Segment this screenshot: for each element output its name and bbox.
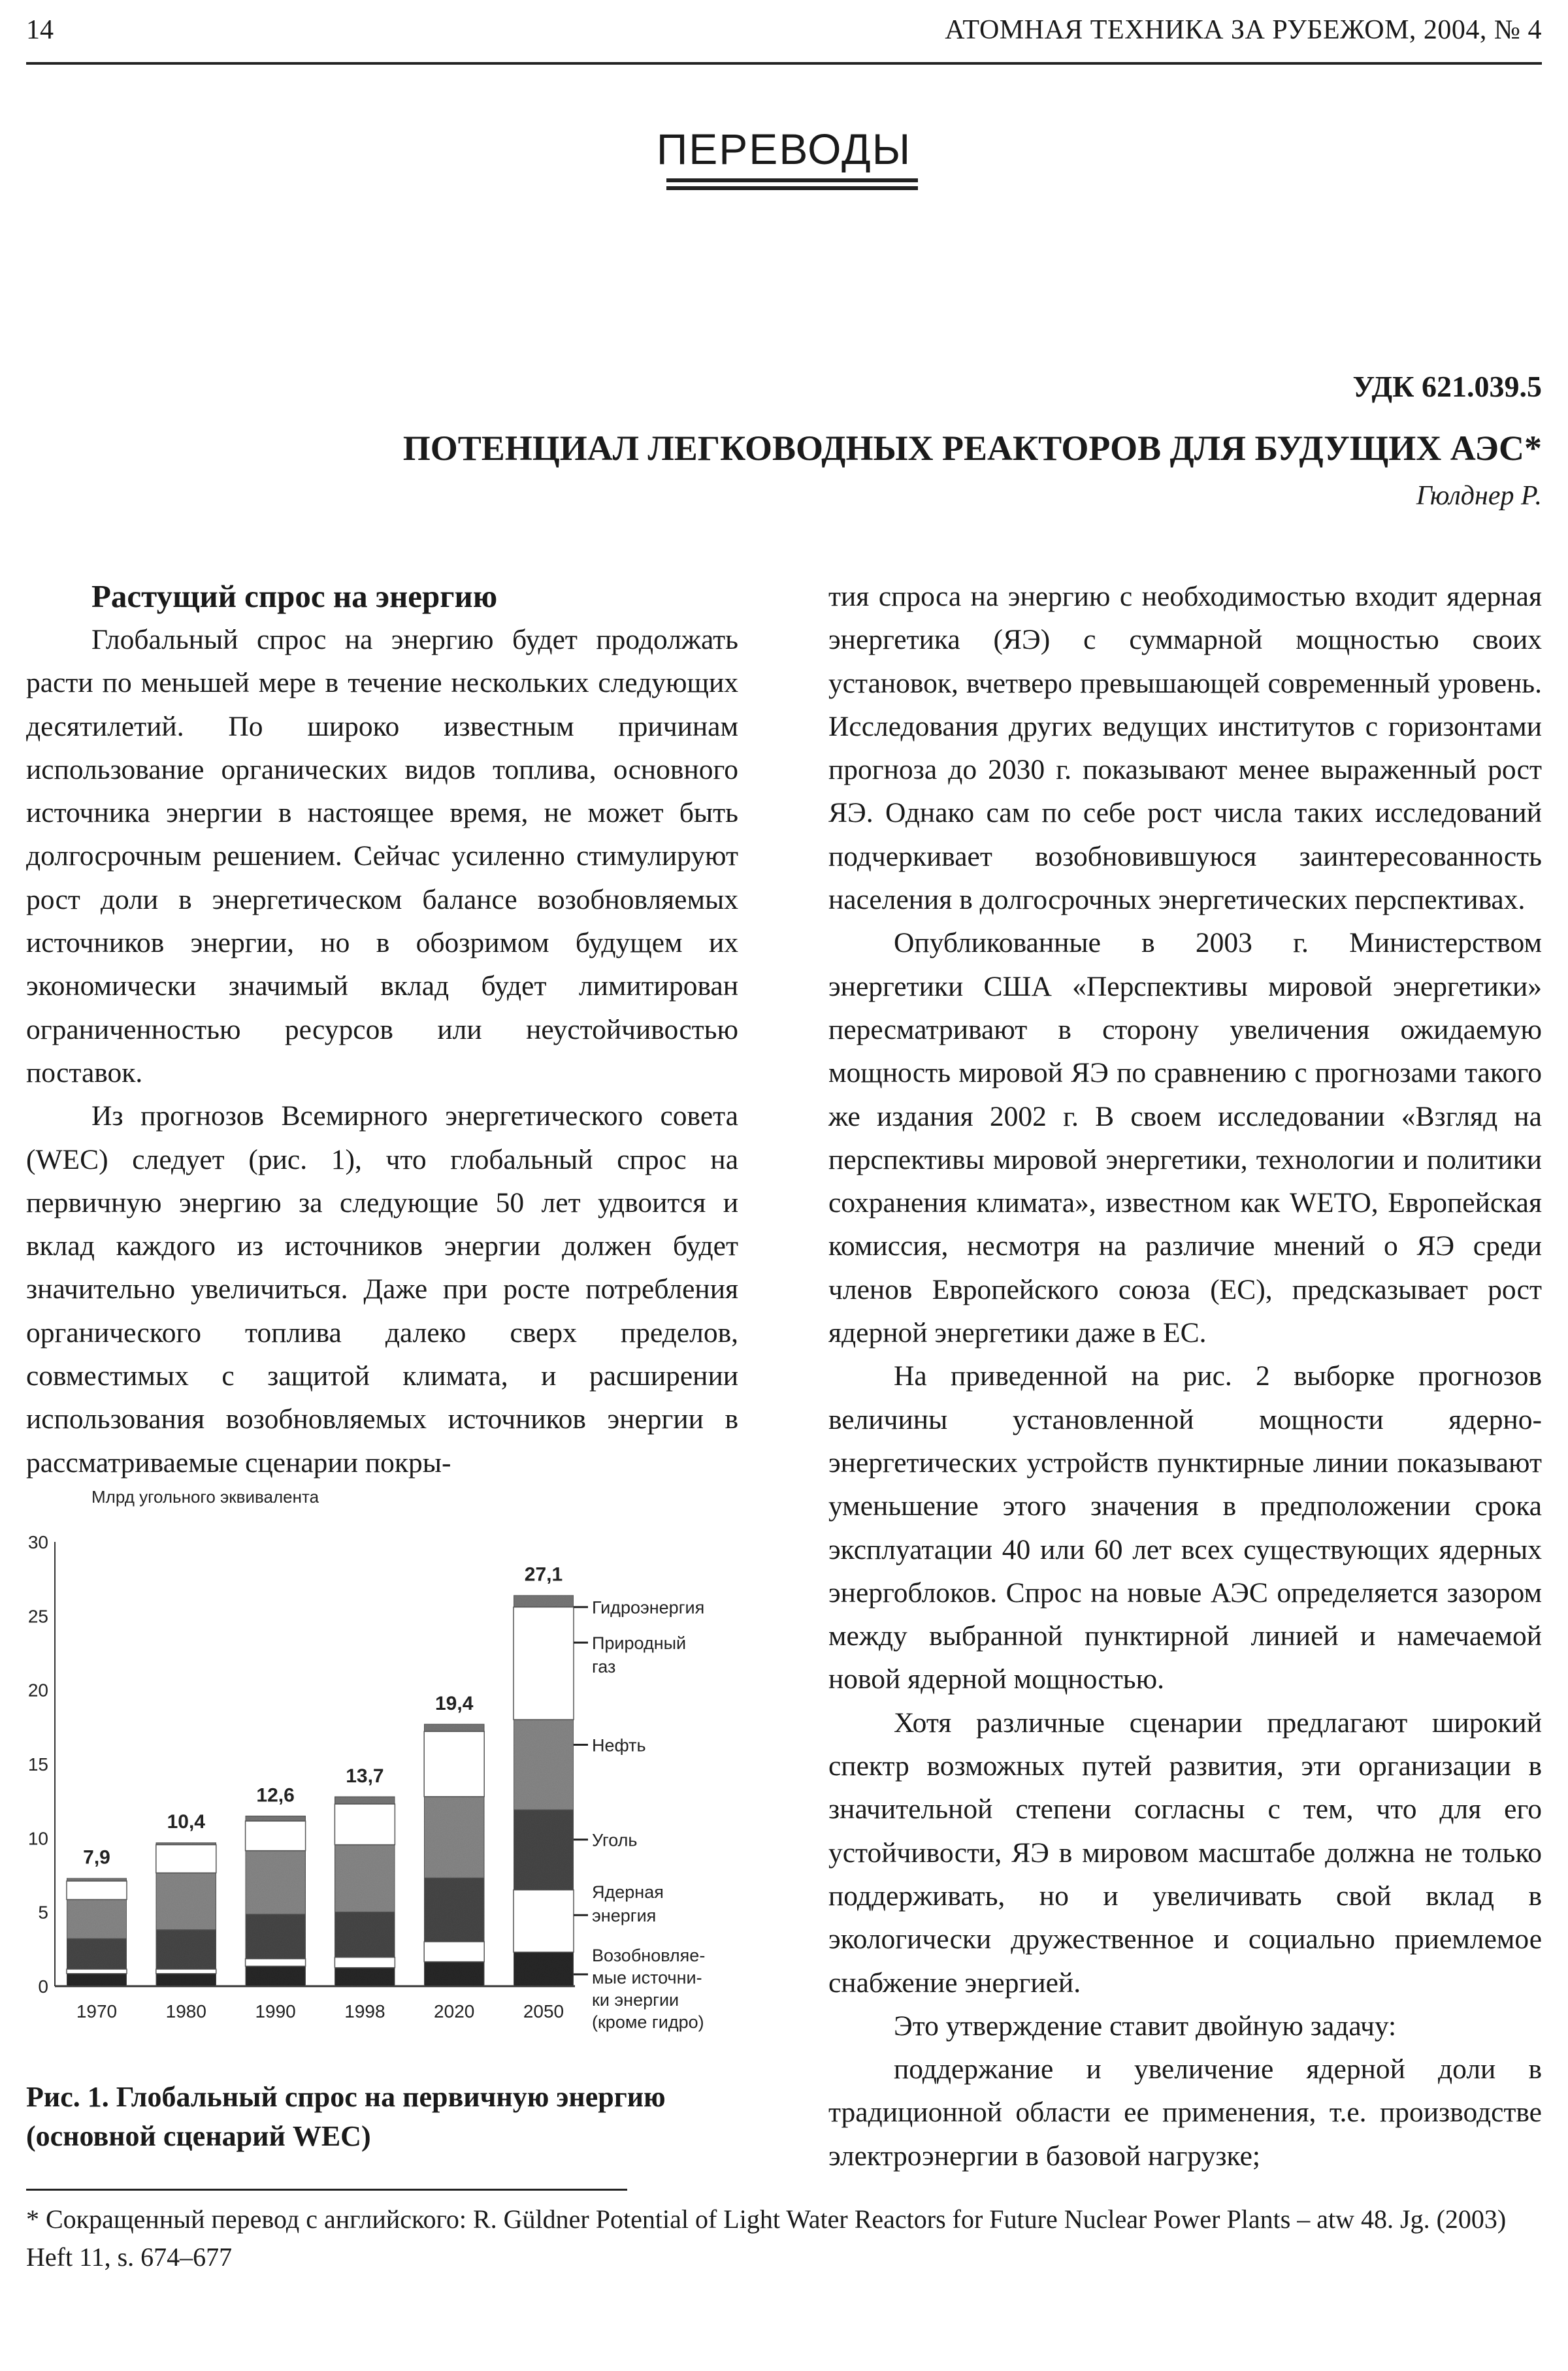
bar-segment (67, 1938, 127, 1969)
subsection-heading: Растущий спрос на энергию (91, 578, 498, 614)
header-rule (26, 62, 1542, 65)
left-column (26, 575, 738, 1484)
bar-segment (335, 1804, 395, 1844)
right-column (828, 575, 1542, 2178)
bar-segment (424, 1731, 484, 1797)
bar-total-label: 7,9 (83, 1846, 110, 1869)
footnote: * Сокращенный перевод с английского: R. Güldner Potential of Light Water Reactors for Future Nuclear Power Plants – atw 48. Jg. (2003) Heft 11, s. 674–677 (26, 2204, 1507, 2272)
bar-segment (335, 1957, 395, 1968)
bar-segment (424, 1724, 484, 1731)
bar-segment (424, 1962, 484, 1986)
paragraph: Это утверждение ставит двойную задачу: (894, 2010, 1397, 2042)
bar-segment (156, 1974, 216, 1986)
bar-total-label: 27,1 (524, 1563, 563, 1586)
bar-segment (424, 1797, 484, 1878)
bar-segment (335, 1912, 395, 1957)
y-tick-label: 0 (38, 1976, 48, 1997)
bar-segment (335, 1968, 395, 1986)
x-tick-label: 1990 (255, 2001, 296, 2021)
paragraph: Из прогнозов Всемирного энергетического совета (WEC) следует (рис. 1), что глобальный спрос на первичную энергию за следующие 50 лет удвоится и вклад каждого из источников энергии должен будет значительно увеличиться. Даже при росте потребления органического топлива далеко сверх пределов, совместимых с защитой климата, и расширении использования возобновляемых источников энергии в рассматриваемые сценарии покры- (26, 1100, 738, 1479)
section-title: ПЕРЕВОДЫ (656, 125, 912, 173)
legend-label: ки энергии (592, 1989, 679, 2010)
paragraph: Глобальный спрос на энергию будет продолжать расти по меньшей мере в течение нескольких следующих десятилетий. По широко известным причинам использование органических видов топлива, основного источника энергии в настоящее время, не может быть долгосрочным решением. Сейчас усиленно стимулируют рост доли в энергетическом балансе возобновляемых источников энергии, но в обозримом будущем их экономически значимый вклад будет лимитирован ограниченностью ресурсов или неустойчивостью поставок. (26, 624, 738, 1088)
bar-segment (67, 1878, 127, 1882)
footnote-rule (26, 2189, 627, 2191)
legend-label: Ядерная (592, 1882, 664, 1903)
article-author: Гюлднер Р. (1416, 481, 1542, 511)
bar-segment (514, 1890, 574, 1952)
energy-demand-chart (0, 1463, 758, 2038)
x-tick-label: 2020 (434, 2001, 475, 2021)
bar-segment (514, 1720, 574, 1810)
bar-segment (156, 1842, 216, 1844)
x-tick-label: 1980 (165, 2001, 206, 2021)
x-tick-label: 1970 (76, 2001, 118, 2021)
y-tick-label: 10 (27, 1828, 48, 1849)
y-tick-label: 20 (27, 1680, 48, 1701)
paragraph: поддержание и увеличение ядерной доли в традиционной области ее применения, т.е. производстве электроэнергии в базовой нагрузке; (828, 2053, 1542, 2172)
bar-segment (514, 1952, 574, 1986)
x-tick-label: 1998 (344, 2001, 385, 2021)
bar-total-label: 13,7 (346, 1765, 384, 1787)
journal-header: АТОМНАЯ ТЕХНИКА ЗА РУБЕЖОМ, 2004, № 4 (945, 15, 1542, 45)
bar-segment (156, 1845, 216, 1873)
y-tick-label: 25 (27, 1606, 48, 1627)
section-underline (666, 186, 918, 190)
paragraph: тия спроса на энергию с необходимостью входит ядерная энергетика (ЯЭ) с суммарной мощностью своих установок, вчетверо превышающей современный уровень. Исследования других ведущих институтов с горизонтами прогноза до 2030 г. показывают менее выраженный рост ЯЭ. Однако сам по себе рост числа таких исследований подчеркивает возобновившуюся заинтересованность населения в долгосрочных энергетических перспективах. (828, 581, 1542, 916)
bar-segment (67, 1881, 127, 1899)
bar-segment (67, 1899, 127, 1938)
bar-segment (67, 1969, 127, 1974)
legend-label: мые источни- (592, 1967, 702, 1987)
bar-segment (246, 1914, 306, 1959)
y-axis-label: Млрд угольного эквивалента (91, 1487, 319, 1507)
page-number: 14 (26, 15, 54, 45)
paragraph: Опубликованные в 2003 г. Министерством энергетики США «Перспективы мировой энергетики» пересматривают в сторону увеличения ожидаемую мощность мировой ЯЭ по сравнению с прогнозами такого же издания 2002 г. В своем исследовании «Взгляд на перспективы мировой энергетики, технологии и политики сохранения климата», известном как WETO, Европейская комиссия, несмотря на различие мнений о ЯЭ среди членов Европейского союза (ЕС), предсказывает рост ядерной энергетики даже в ЕС. (828, 927, 1542, 1349)
bar-segment (514, 1607, 574, 1720)
bar-segment (246, 1821, 306, 1850)
bar-total-label: 19,4 (435, 1692, 474, 1714)
y-tick-label: 30 (27, 1532, 48, 1552)
bar-segment (67, 1974, 127, 1986)
bar-segment (156, 1969, 216, 1974)
legend-label: энергия (592, 1906, 657, 1926)
section-underline (666, 178, 918, 182)
y-tick-label: 15 (27, 1754, 48, 1774)
bar-segment (246, 1816, 306, 1821)
bar-segment (335, 1845, 395, 1912)
bar-segment (514, 1595, 574, 1607)
paragraph: Хотя различные сценарии предлагают широкий спектр возможных путей развития, эти организации в значительной степени согласны с тем, что для его устойчивости, ЯЭ в мировом масштабе должна не только поддерживать, но и увеличивать свой вклад в экологически дружественное и социально приемлемое снабжение энергией. (828, 1707, 1542, 1999)
bar-segment (424, 1878, 484, 1942)
bar-segment (246, 1966, 306, 1986)
bar-segment (424, 1942, 484, 1962)
bar-segment (335, 1797, 395, 1804)
bar-total-label: 10,4 (167, 1811, 205, 1833)
bar-segment (514, 1810, 574, 1889)
figure-caption: Рис. 1. Глобальный спрос на первичную энергию (основной сценарий WEC) (26, 2081, 666, 2152)
legend-label: Гидроэнергия (592, 1597, 705, 1618)
legend-label: Природный (592, 1633, 687, 1654)
bar-segment (246, 1851, 306, 1914)
paragraph: На приведенной на рис. 2 выборке прогнозов величины установленной мощности ядерно-энергетических устройств пунктирные линии показывают уменьшение этого значения в предположении срока эксплуатации 40 или 60 лет всех существующих ядерных энергоблоков. Спрос на новые АЭС определяется зазором между выбранной пунктирной линией и намечаемой новой ядерной мощностью. (828, 1360, 1542, 1695)
bar-segment (156, 1873, 216, 1930)
bar-segment (156, 1930, 216, 1969)
legend-label: газ (592, 1657, 616, 1677)
bar-segment (246, 1959, 306, 1966)
udk-code: УДК 621.039.5 (1352, 370, 1542, 403)
legend-label: Нефть (592, 1735, 646, 1756)
article-title: ПОТЕНЦИАЛ ЛЕГКОВОДНЫХ РЕАКТОРОВ ДЛЯ БУДУЩИХ АЭС* (402, 429, 1542, 468)
legend-label: (кроме гидро) (592, 2012, 704, 2032)
bar-total-label: 12,6 (256, 1784, 295, 1807)
x-tick-label: 2050 (523, 2001, 564, 2021)
legend-label: Уголь (592, 1830, 638, 1850)
legend-label: Возобновляе- (592, 1945, 706, 1965)
y-tick-label: 5 (38, 1902, 48, 1923)
